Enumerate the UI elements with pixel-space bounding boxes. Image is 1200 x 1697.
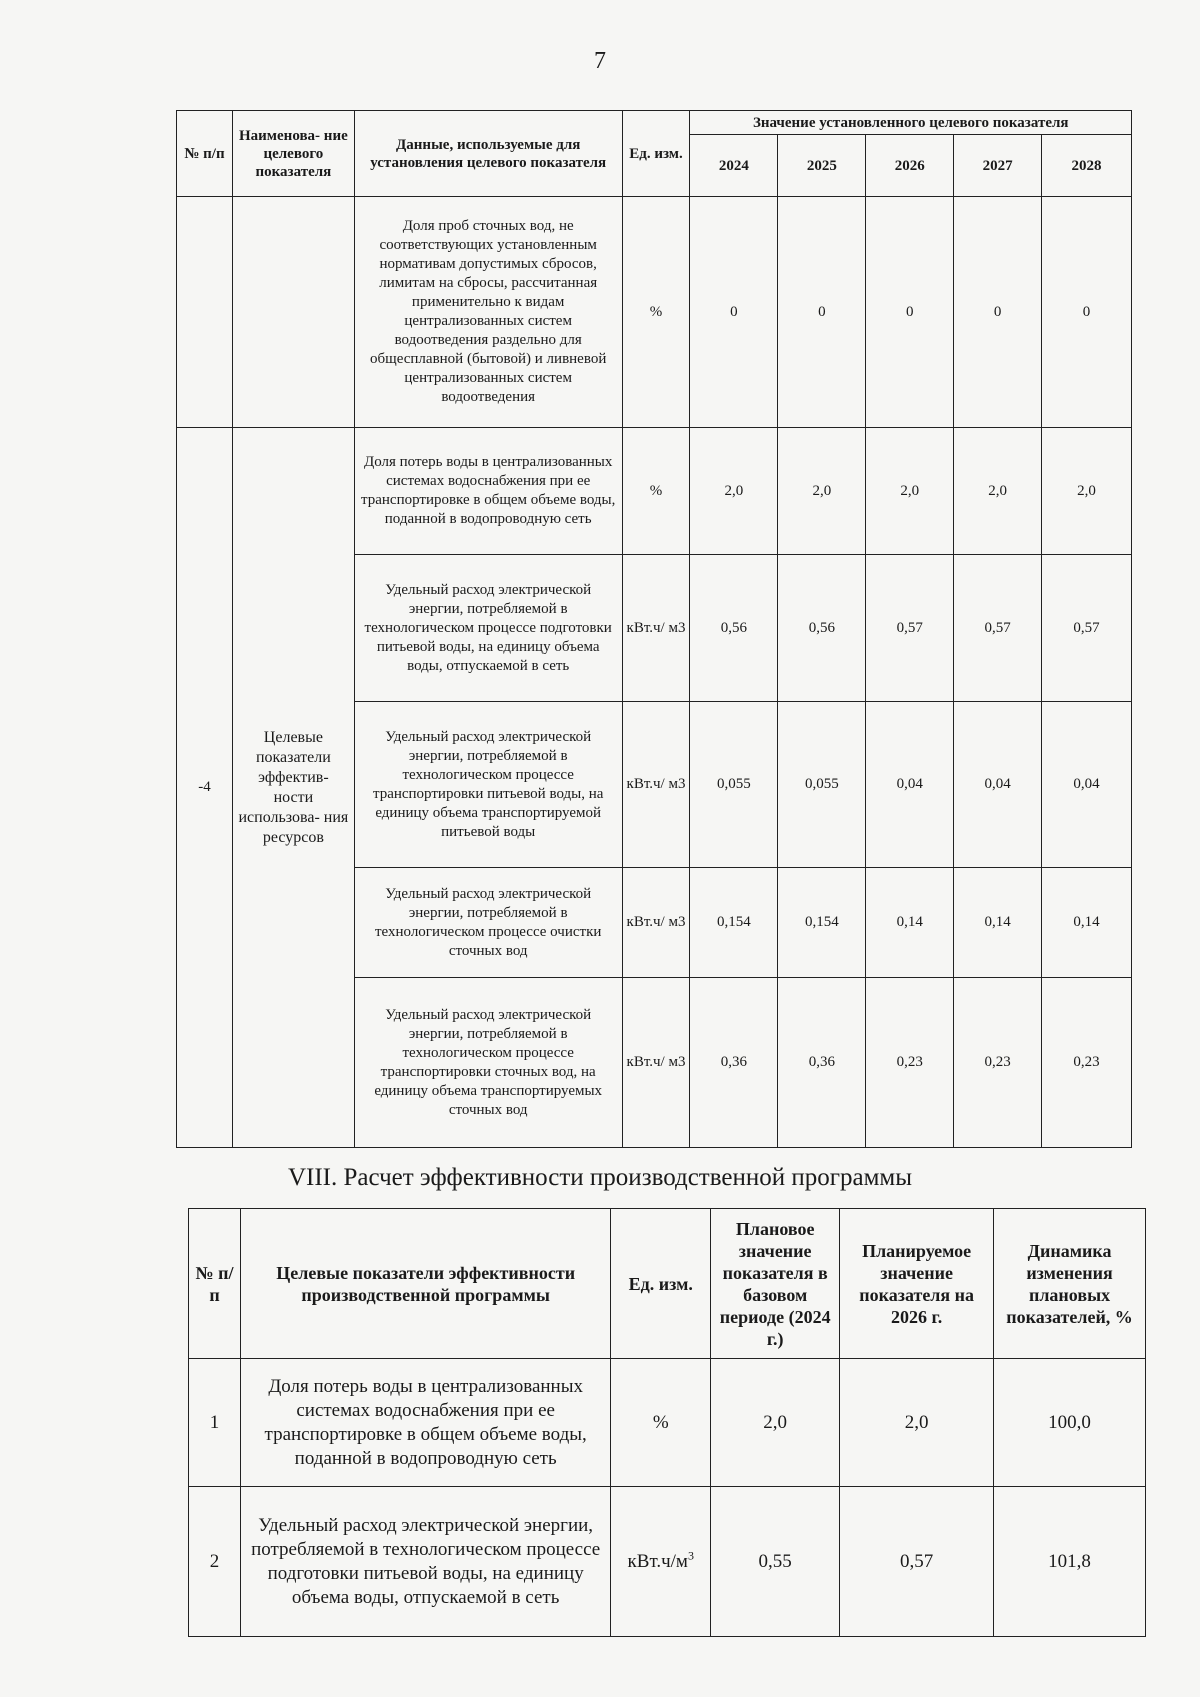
row-unit: кВт.ч/ м3 <box>622 978 690 1148</box>
row-num-empty <box>177 197 233 428</box>
row-value: 0,055 <box>778 702 866 868</box>
row-value: 0 <box>866 197 954 428</box>
row-planned: 2,0 <box>840 1359 994 1487</box>
header-target-group: Значение установленного целевого показателя <box>690 111 1132 135</box>
unit-text: кВт.ч/м <box>627 1550 688 1572</box>
table-row <box>189 1359 1146 1487</box>
row-value: 0 <box>1042 197 1132 428</box>
row-unit: кВт.ч/ м3 <box>622 868 690 978</box>
row-num: 2 <box>189 1487 241 1637</box>
row-value: 0,36 <box>690 978 778 1148</box>
row-value: 0 <box>778 197 866 428</box>
table-row <box>189 1487 1146 1637</box>
row-value: 0,04 <box>1042 702 1132 868</box>
header-num: № п/п <box>177 111 233 197</box>
header-name: Целевые показатели эффективности производственной программы <box>241 1209 611 1359</box>
row-dynamics: 100,0 <box>994 1359 1146 1487</box>
row-value: 2,0 <box>866 428 954 555</box>
row-value: 0,56 <box>690 555 778 702</box>
row-value: 0,154 <box>778 868 866 978</box>
header-year: 2028 <box>1042 135 1132 197</box>
row-value: 0,57 <box>866 555 954 702</box>
row-dynamics: 101,8 <box>994 1487 1146 1637</box>
row-unit: кВт.ч/ м3 <box>622 555 690 702</box>
efficiency-calculation-table <box>188 1208 1146 1637</box>
row-name: Удельный расход электрической энергии, потребляемой в технологическом процессе подготовки питьевой воды, на единицу объема воды, отпускаемой в сеть <box>241 1487 611 1637</box>
header-planned: Планируемое значение показателя на 2026 г. <box>840 1209 994 1359</box>
row-value: 0,23 <box>954 978 1042 1148</box>
row-value: 2,0 <box>1042 428 1132 555</box>
row-value: 0,154 <box>690 868 778 978</box>
header-year: 2025 <box>778 135 866 197</box>
row-value: 0,04 <box>954 702 1042 868</box>
row-value: 0,57 <box>1042 555 1132 702</box>
row-value: 2,0 <box>690 428 778 555</box>
header-year: 2024 <box>690 135 778 197</box>
header-dynamics: Динамика изменения плановых показателей, % <box>994 1209 1146 1359</box>
row-unit: кВт.ч/ м3 <box>622 702 690 868</box>
group-name: Целевые показатели эффектив- ности использова- ния ресурсов <box>232 428 354 1148</box>
row-value: 0,14 <box>866 868 954 978</box>
row-name-empty <box>232 197 354 428</box>
row-value: 0,055 <box>690 702 778 868</box>
row-num: 1 <box>189 1359 241 1487</box>
header-unit: Ед. изм. <box>622 111 690 197</box>
row-value: 0,14 <box>954 868 1042 978</box>
row-value: 0,57 <box>954 555 1042 702</box>
row-value: 0 <box>954 197 1042 428</box>
row-value: 0,56 <box>778 555 866 702</box>
group-num: -4 <box>177 428 233 1148</box>
target-indicators-table <box>176 110 1132 1148</box>
header-unit: Ед. изм. <box>611 1209 711 1359</box>
row-unit <box>611 1487 711 1637</box>
row-unit: % <box>622 428 690 555</box>
table-row <box>177 428 1132 555</box>
row-base: 2,0 <box>711 1359 840 1487</box>
unit-superscript: 3 <box>687 1548 694 1563</box>
row-desc: Доля проб сточных вод, не соответствующих установленным нормативам допустимых сбросов, лимитам на сбросы, рассчитанная применительно к видам централизованных систем водоотведения раздельно для общесплавной (бытовой) и ливневой централизованных систем водоотведения <box>354 197 622 428</box>
table-row <box>177 197 1132 428</box>
row-unit: % <box>611 1359 711 1487</box>
row-name: Доля потерь воды в централизованных системах водоснабжения при ее транспортировке в общем объеме воды, поданной в водопроводную сеть <box>241 1359 611 1487</box>
row-value: 0 <box>690 197 778 428</box>
header-base: Плановое значение показателя в базовом периоде (2024 г.) <box>711 1209 840 1359</box>
page-number: 7 <box>594 48 606 74</box>
row-value: 0,23 <box>866 978 954 1148</box>
row-value: 0,04 <box>866 702 954 868</box>
row-planned: 0,57 <box>840 1487 994 1637</box>
row-value: 0,14 <box>1042 868 1132 978</box>
header-num: № п/п <box>189 1209 241 1359</box>
row-desc: Удельный расход электрической энергии, потребляемой в технологическом процессе транспортировки питьевой воды, на единицу объема транспортируемой питьевой воды <box>354 702 622 868</box>
header-year: 2027 <box>954 135 1042 197</box>
row-desc: Удельный расход электрической энергии, потребляемой в технологическом процессе очистки сточных вод <box>354 868 622 978</box>
header-data: Данные, используемые для установления целевого показателя <box>354 111 622 197</box>
row-desc: Удельный расход электрической энергии, потребляемой в технологическом процессе транспортировки сточных вод, на единицу объема транспортируемых сточных вод <box>354 978 622 1148</box>
row-unit: % <box>622 197 690 428</box>
header-year: 2026 <box>866 135 954 197</box>
row-desc: Удельный расход электрической энергии, потребляемой в технологическом процессе подготовки питьевой воды, на единицу объема воды, отпускаемой в сеть <box>354 555 622 702</box>
row-base: 0,55 <box>711 1487 840 1637</box>
row-value: 0,36 <box>778 978 866 1148</box>
row-value: 2,0 <box>778 428 866 555</box>
section-title: VIII. Расчет эффективности производственной программы <box>287 1164 913 1191</box>
header-name: Наименова- ние целевого показателя <box>232 111 354 197</box>
row-value: 0,23 <box>1042 978 1132 1148</box>
row-desc: Доля потерь воды в централизованных системах водоснабжения при ее транспортировке в общем объеме воды, поданной в водопроводную сеть <box>354 428 622 555</box>
row-value: 2,0 <box>954 428 1042 555</box>
